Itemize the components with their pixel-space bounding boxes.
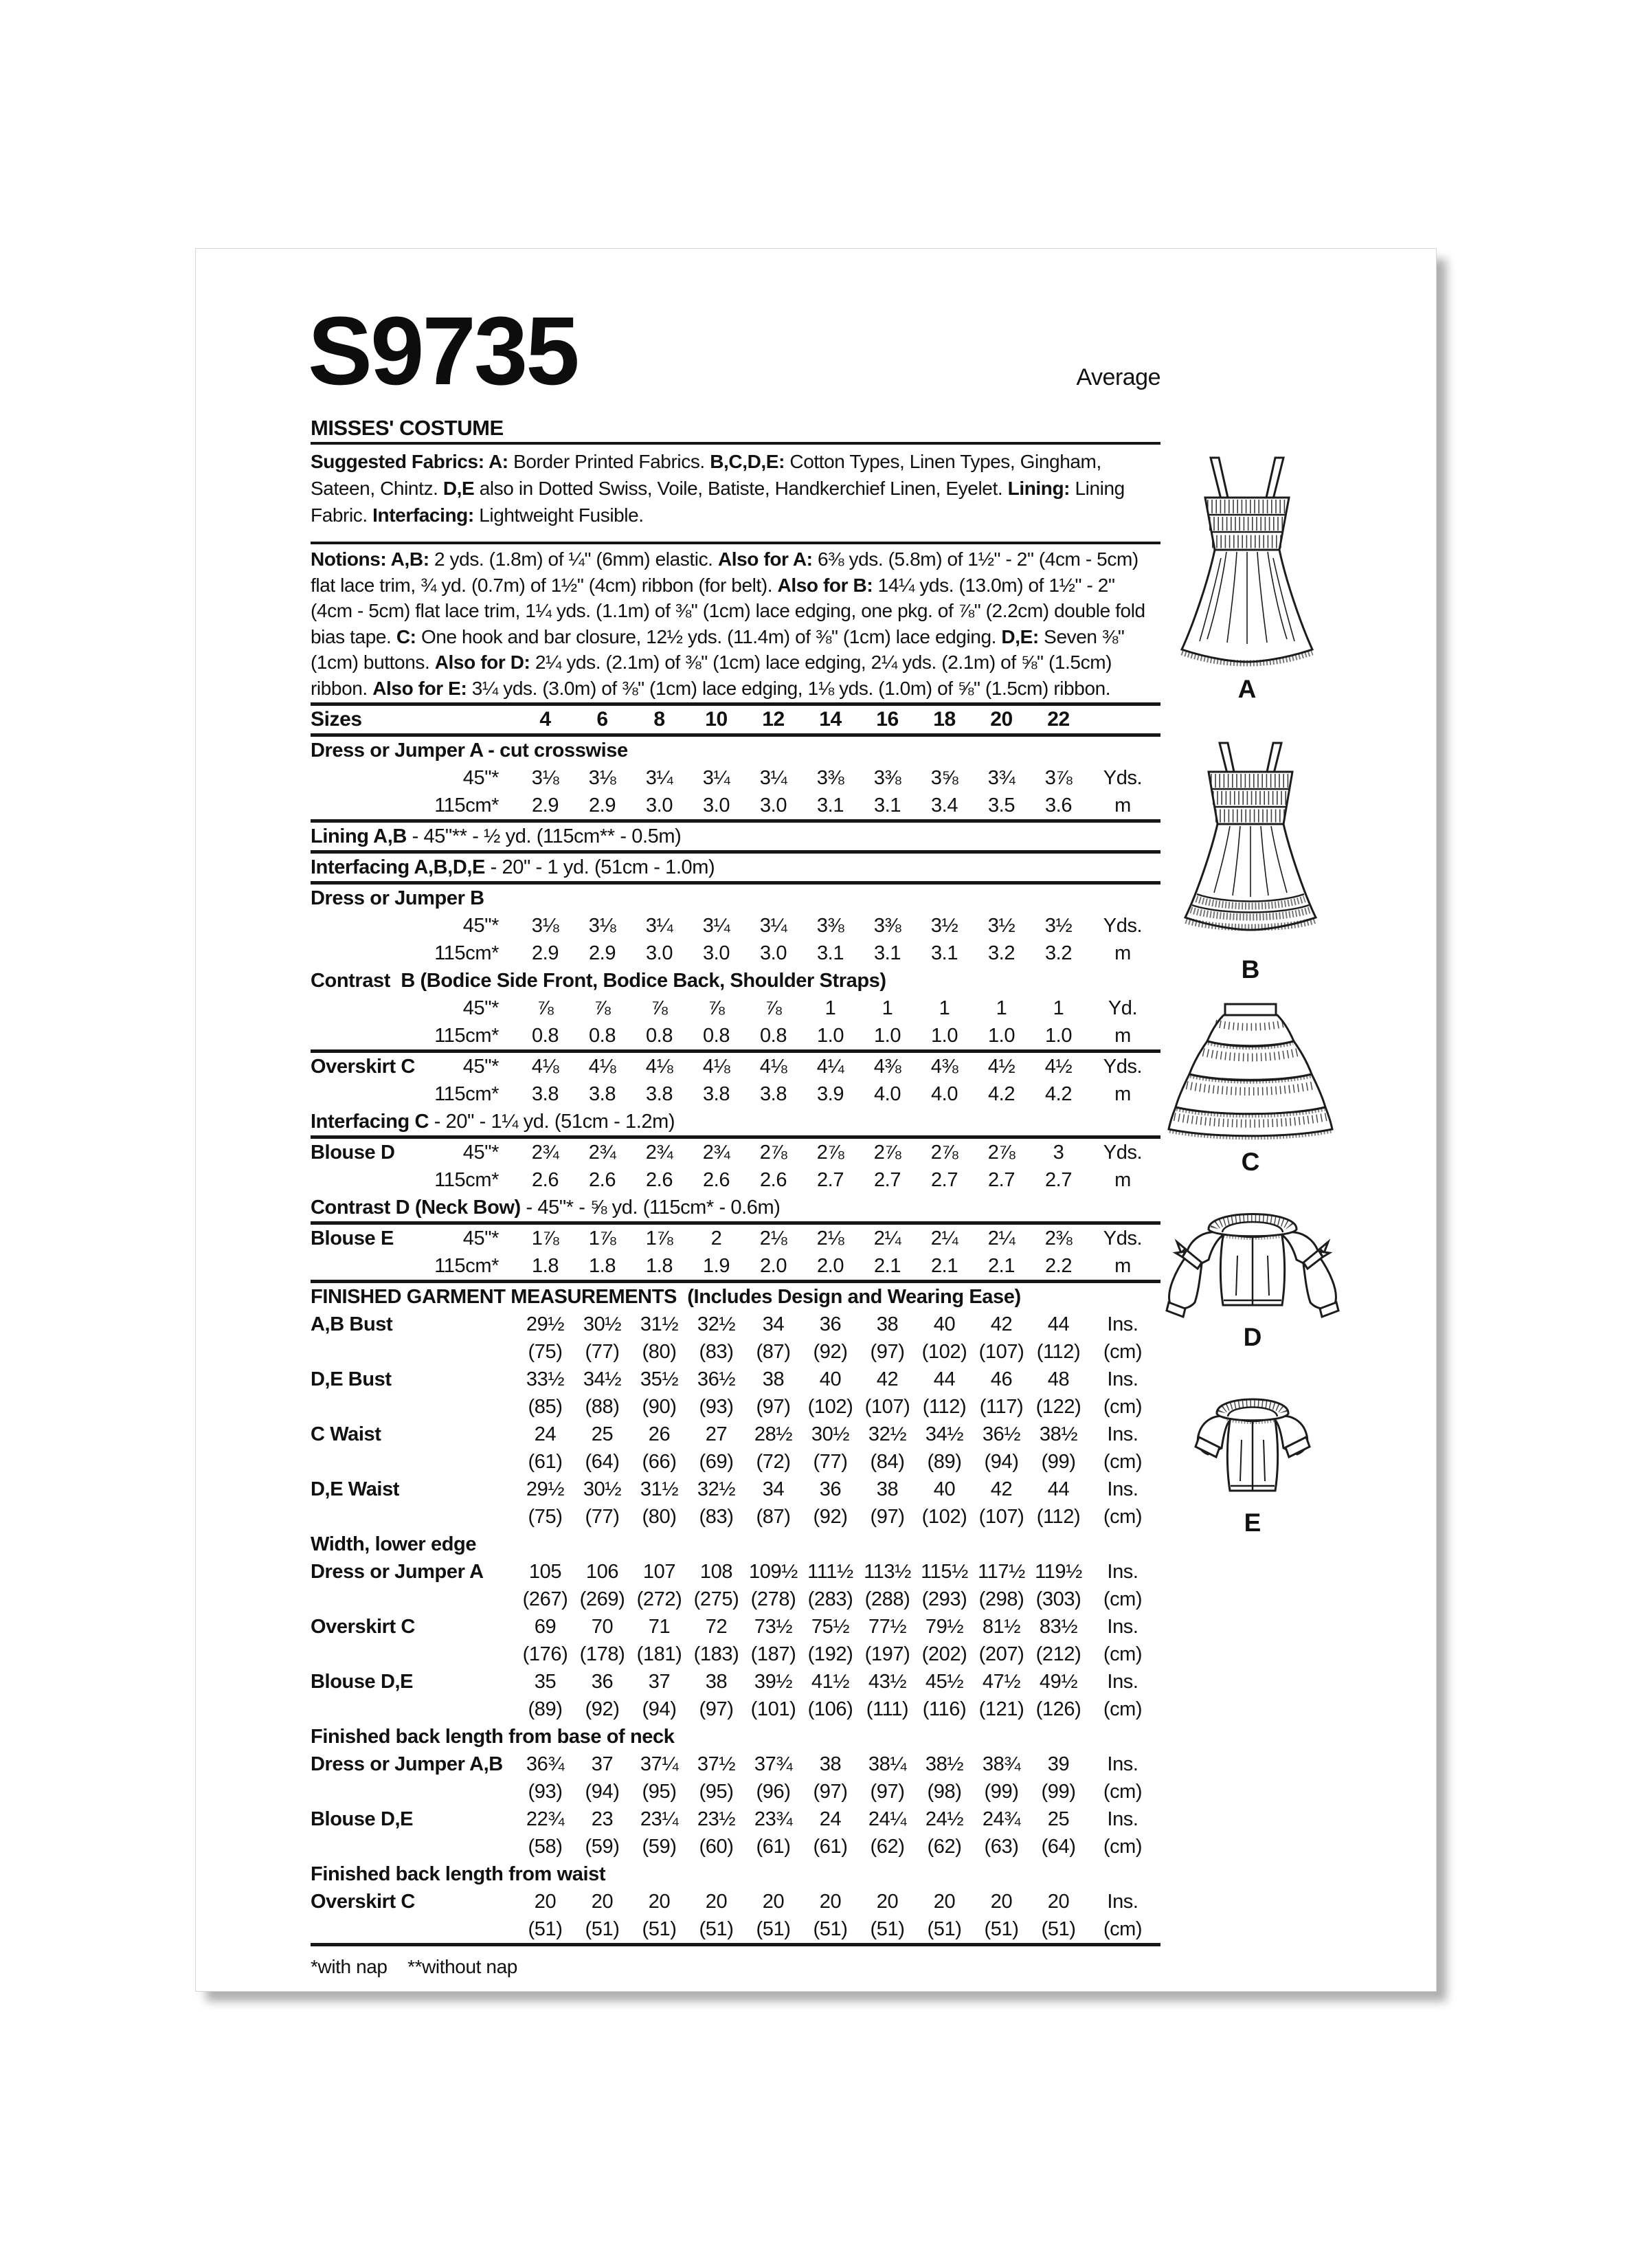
garment-d-label: D (1243, 1323, 1262, 1351)
table-row: (89) (92) (94) (97) (101) (106) (111) (116) (121) (126) (cm) (528, 1698, 1143, 1720)
table-row: Overskirt C 45"* 4⅛ 4⅛ 4⅛ 4⅛ 4⅛ 4¼ 4⅜ 4⅜ 4½ 4½ Yds. (311, 1056, 1143, 1078)
table-divider (311, 1943, 1160, 1946)
table-row: 115cm* 0.8 0.8 0.8 0.8 0.8 1.0 1.0 1.0 1.0 1.0 m (434, 1025, 1131, 1047)
table-row: Overskirt C 20 20 20 20 20 20 20 20 20 20 Ins. (311, 1891, 1138, 1913)
table-row: (61) (64) (66) (69) (72) (77) (84) (89) (94) (99) (cm) (528, 1451, 1143, 1473)
sizes-header-row: Sizes 4 6 8 10 12 14 16 18 20 22 (311, 708, 1070, 731)
garment-a-illustration (1175, 455, 1319, 669)
table-row: 115cm* 2.9 2.9 3.0 3.0 3.0 3.1 3.1 3.1 3.2 3.2 m (434, 942, 1131, 964)
table-row: (267) (269) (272) (275) (278) (283) (288) (293) (298) (303) (cm) (522, 1588, 1143, 1610)
table-section-heading: FINISHED GARMENT MEASUREMENTS (Includes Design and Wearing Ease) (311, 1286, 1021, 1308)
table-note-row: Interfacing A,B,D,E - 20" - 1 yd. (51cm - 1.0m) (311, 856, 715, 878)
table-row: D,E Bust 33½ 34½ 35½ 36½ 38 40 42 44 46 48 Ins. (311, 1368, 1138, 1390)
garment-c-illustration (1165, 1001, 1336, 1142)
table-section-heading: Width, lower edge (311, 1533, 477, 1555)
table-row: Dress or Jumper A,B 36¾ 37 37¼ 37½ 37¾ 38 38¼ 38½ 38¾ 39 Ins. (311, 1753, 1138, 1775)
garment-c-label: C (1241, 1148, 1260, 1176)
table-row: (75) (77) (80) (83) (87) (92) (97) (102) (107) (112) (cm) (528, 1506, 1143, 1528)
pattern-envelope-page (196, 249, 1436, 1991)
table-section-heading: Dress or Jumper B (311, 887, 484, 909)
garment-title: MISSES' COSTUME (311, 416, 504, 440)
garment-b-label: B (1241, 955, 1260, 983)
table-row: Blouse E 45"* 1⅞ 1⅞ 1⅞ 2 2⅛ 2⅛ 2¼ 2¼ 2¼ 2⅜ Yds. (311, 1227, 1143, 1249)
nap-footnote: *with nap **without nap (311, 1956, 517, 1977)
garment-a-label: A (1237, 675, 1257, 703)
notions-paragraph: Notions: A,B: 2 yds. (1.8m) of ¼" (6mm) elastic. Also for A: 6⅜ yds. (5.8m) of 1½" - 2" (4cm - 5cm) flat lace trim, ¾ yd. (0.7m) of 1½" (4cm) ribbon (for belt). Also for B: 14¼ yds. (13.0m) of 1½" - 2" (4cm - 5cm) flat lace trim, 1¼ yds. (1.1m) of ⅜" (1cm) lace edging, one pkg. of ⅞" (2.2cm) double fold bias tape. C: One hook and bar closure, 12½ yds. (11.4m) of ⅜" (1cm) lace edging. D,E: Seven ⅜" (1cm) buttons. Also for D: 2¼ yds. (2.1m) of ⅜" (1cm) lace edging, 2¼ yds. (2.1m) of ⅝" (1.5cm) ribbon. Also for E: 3¼ yds. (3.0m) of ⅜" (1cm) lace edging, 1⅛ yds. (1.0m) of ⅝" (1.5cm) ribbon. (311, 548, 1145, 699)
table-section-heading: Finished back length from base of neck (311, 1726, 675, 1748)
table-row: Overskirt C 69 70 71 72 73½ 75½ 77½ 79½ 81½ 83½ Ins. (311, 1616, 1138, 1638)
table-note-row: Interfacing C - 20" - 1¼ yd. (51cm - 1.2m) (311, 1111, 675, 1133)
table-row: (93) (94) (95) (95) (96) (97) (97) (98) (99) (99) (cm) (528, 1781, 1143, 1803)
table-row: 45"* 3⅛ 3⅛ 3¼ 3¼ 3¼ 3⅜ 3⅜ 3½ 3½ 3½ Yds. (462, 915, 1143, 937)
table-row: A,B Bust 29½ 30½ 31½ 32½ 34 36 38 40 42 44 Ins. (311, 1313, 1138, 1335)
table-note-row: Lining A,B - 45"** - ½ yd. (115cm** - 0.5m) (311, 825, 682, 847)
table-row: Blouse D,E 22¾ 23 23¼ 23½ 23¾ 24 24¼ 24½ 24¾ 25 Ins. (311, 1808, 1138, 1830)
table-row: (85) (88) (90) (93) (97) (102) (107) (112) (117) (122) (cm) (528, 1396, 1143, 1418)
garment-d-illustration (1156, 1201, 1349, 1323)
garment-e-label: E (1244, 1509, 1261, 1537)
table-row: 115cm* 1.8 1.8 1.8 1.9 2.0 2.0 2.1 2.1 2.1 2.2 m (434, 1255, 1131, 1277)
garment-e-illustration (1184, 1386, 1321, 1502)
table-row: Dress or Jumper A 105 106 107 108 109½ 111½ 113½ 115½ 117½ 119½ Ins. (311, 1561, 1138, 1583)
table-row: 115cm* 2.9 2.9 3.0 3.0 3.0 3.1 3.1 3.4 3.5 3.6 m (434, 794, 1131, 816)
table-row: 115cm* 3.8 3.8 3.8 3.8 3.8 3.9 4.0 4.0 4.2 4.2 m (434, 1083, 1131, 1105)
pattern-number: S9735 (308, 296, 578, 405)
table-row: 115cm* 2.6 2.6 2.6 2.6 2.6 2.7 2.7 2.7 2.7 2.7 m (434, 1169, 1131, 1191)
table-row: Blouse D,E 35 36 37 38 39½ 41½ 43½ 45½ 47½ 49½ Ins. (311, 1671, 1138, 1693)
table-row: 45"* 3⅛ 3⅛ 3¼ 3¼ 3¼ 3⅜ 3⅜ 3⅝ 3¾ 3⅞ Yds. (462, 767, 1143, 789)
table-row: (75) (77) (80) (83) (87) (92) (97) (102) (107) (112) (cm) (528, 1341, 1143, 1363)
garment-b-illustration (1180, 740, 1321, 937)
table-section-heading: Dress or Jumper A - cut crosswise (311, 740, 628, 761)
table-row: 45"* ⅞ ⅞ ⅞ ⅞ ⅞ 1 1 1 1 1 Yd. (462, 997, 1138, 1019)
yardage-and-measurements-table (311, 702, 1160, 1946)
table-section-heading: Finished back length from waist (311, 1863, 606, 1885)
suggested-fabrics-paragraph: Suggested Fabrics: A: Border Printed Fabrics. B,C,D,E: Cotton Types, Linen Types, Gingham, Sateen, Chintz. D,E also in Dotted Swiss, Voile, Batiste, Handkerchief Linen, Eyelet. Lining: Lining Fabric. Interfacing: Lightweight Fusible. (311, 451, 1125, 526)
difficulty-rating: Average (1076, 364, 1160, 390)
table-note-row: Contrast D (Neck Bow) - 45"* - ⅝ yd. (115cm* - 0.6m) (311, 1197, 781, 1219)
table-row: (51) (51) (51) (51) (51) (51) (51) (51) (51) (51) (cm) (528, 1918, 1143, 1940)
table-row: Blouse D 45"* 2¾ 2¾ 2¾ 2¾ 2⅞ 2⅞ 2⅞ 2⅞ 2⅞ 3 Yds. (311, 1142, 1143, 1164)
table-section-heading: Contrast B (Bodice Side Front, Bodice Back, Shoulder Straps) (311, 970, 886, 992)
table-row: D,E Waist 29½ 30½ 31½ 32½ 34 36 38 40 42 44 Ins. (311, 1478, 1138, 1500)
table-row: C Waist 24 25 26 27 28½ 30½ 32½ 34½ 36½ 38½ Ins. (311, 1423, 1138, 1445)
table-row: (58) (59) (59) (60) (61) (61) (62) (62) (63) (64) (cm) (528, 1836, 1143, 1858)
table-row: (176) (178) (181) (183) (187) (192) (197) (202) (207) (212) (cm) (522, 1643, 1143, 1665)
main-content-column (311, 416, 1160, 1978)
